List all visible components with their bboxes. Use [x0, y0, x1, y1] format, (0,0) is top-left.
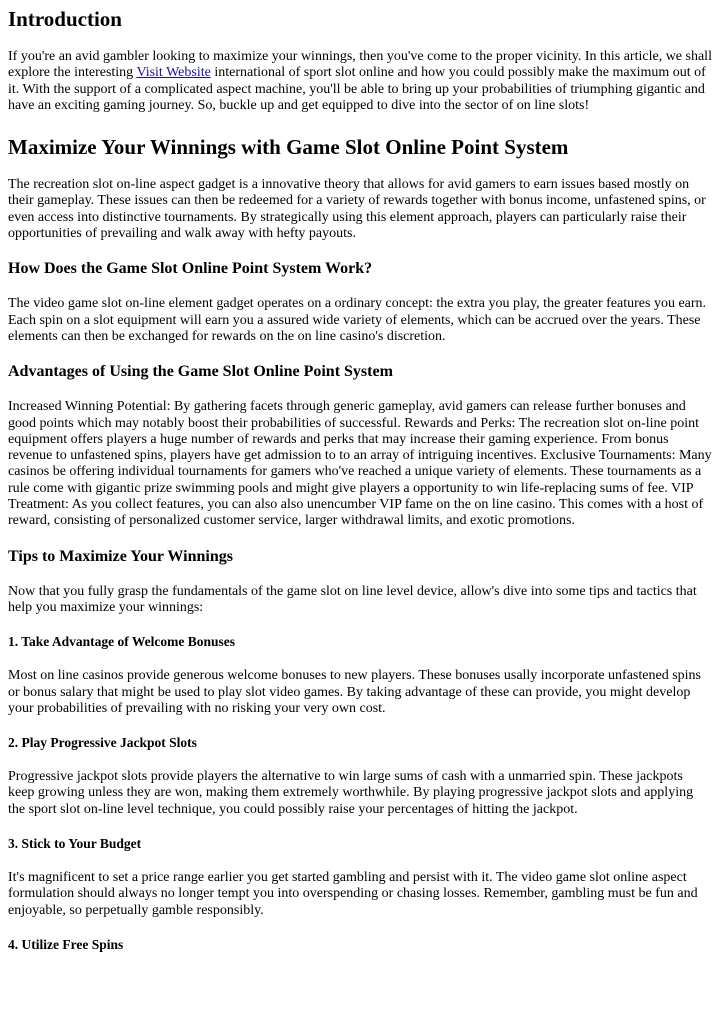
- maximize-paragraph: The recreation slot on-line aspect gadget is a innovative theory that allows for avid gamers to earn issues based mostly on their gameplay. These issues can then be redeemed for a variety of rewards together with bonus income, unfastened spins, or even access into distinctive tournaments. By strategically using this element approach, players can particularly raise their opportunities of prevailing and walk away with hefty payouts.: [8, 177, 706, 242]
- tips-heading: Tips to Maximize Your Winnings: [8, 547, 233, 565]
- intro-paragraph: [8, 49, 712, 114]
- tip-paragraph: Most on line casinos provide generous welcome bonuses to new players. These bonuses usally incorporate unfastened spins or bonus salary that might be used to play slot video games. By taking advantage of these can provide, you might develop your probabilities of prevailing with no risking your very own cost.: [8, 668, 701, 716]
- article: [0, 6, 720, 954]
- advantages-paragraph: Increased Winning Potential: By gathering facets through generic gameplay, avid gamers can release further bonuses and good points which may notably boost their probabilities of successful. Rewards and Perks: The recreation slot on-line point equipment offers players a huge number of rewards and perks that may increase their gaming experience. From bonus revenue to unfastened spins, players have get admission to to an array of intriguing incentives. Exclusive Tournaments: Many casinos be offering individual tournaments for gamers who've reached a unique variety of elements. These tournaments as a rule come with gigantic prize swimming pools and might give players a opportunity to win life-replacing sums of fee. VIP Treatment: As you collect features, you can also also unencumber VIP fame on the on line casino. This comes with a host of reward, consisting of personalized customer service, larger withdrawal limits, and exotic promotions.: [8, 399, 712, 529]
- tip-heading: 3. Stick to Your Budget: [8, 836, 142, 852]
- intro-heading: Introduction: [8, 7, 122, 31]
- tip-paragraph: Progressive jackpot slots provide players the alternative to win large sums of cash with a unmarried spin. These jackpots keep growing unless they are won, making them extremely worthwhile. By playing progressive jackpot slots and applying the sport slot on-line level technique, you could possibly raise your percentages of hitting the jackpot.: [8, 769, 694, 817]
- tips-paragraph: Now that you fully grasp the fundamentals of the game slot on line level device, allow's dive into some tips and tactics that help you maximize your winnings:: [8, 583, 697, 615]
- advantages-heading: Advantages of Using the Game Slot Online Point System: [8, 363, 393, 381]
- tip-heading: 1. Take Advantage of Welcome Bonuses: [8, 634, 236, 650]
- intro-text-after-link: international of sport slot online and how you could possibly make the maximum out of it. With the support of a complicated aspect machine, you'll be able to bring up your probabilities of triumphing gigantic and have an exciting gaming journey. So, buckle up and get equipped to dive into the sector of on line slots!: [8, 65, 706, 113]
- visit-website-link[interactable]: Visit Website: [136, 65, 211, 81]
- how-paragraph: The video game slot on-line element gadget operates on a ordinary concept: the extra you play, the greater features you earn. Each spin on a slot equipment will earn you a assured wide variety of elements, which can be accrued over the years. These elements can then be exchanged for rewards on the on line casino's discretion.: [8, 296, 707, 344]
- how-heading: How Does the Game Slot Online Point System Work?: [8, 260, 373, 278]
- tip-heading: 4. Utilize Free Spins: [8, 936, 124, 952]
- maximize-heading: Maximize Your Winnings with Game Slot Online Point System: [8, 135, 569, 160]
- tip-paragraph: It's magnificent to set a price range earlier you get started gambling and persist with it. The video game slot online aspect formulation should always no longer tempt you into overspending or chasing losses. Remember, gambling must be fun and enjoyable, so perpetually gamble responsibly.: [8, 870, 698, 918]
- intro-text-before-link: If you're an avid gambler looking to maximize your winnings, then you've come to the proper vicinity. In this article, we shall explore the interesting: [8, 49, 712, 81]
- tip-heading: 2. Play Progressive Jackpot Slots: [8, 735, 197, 751]
